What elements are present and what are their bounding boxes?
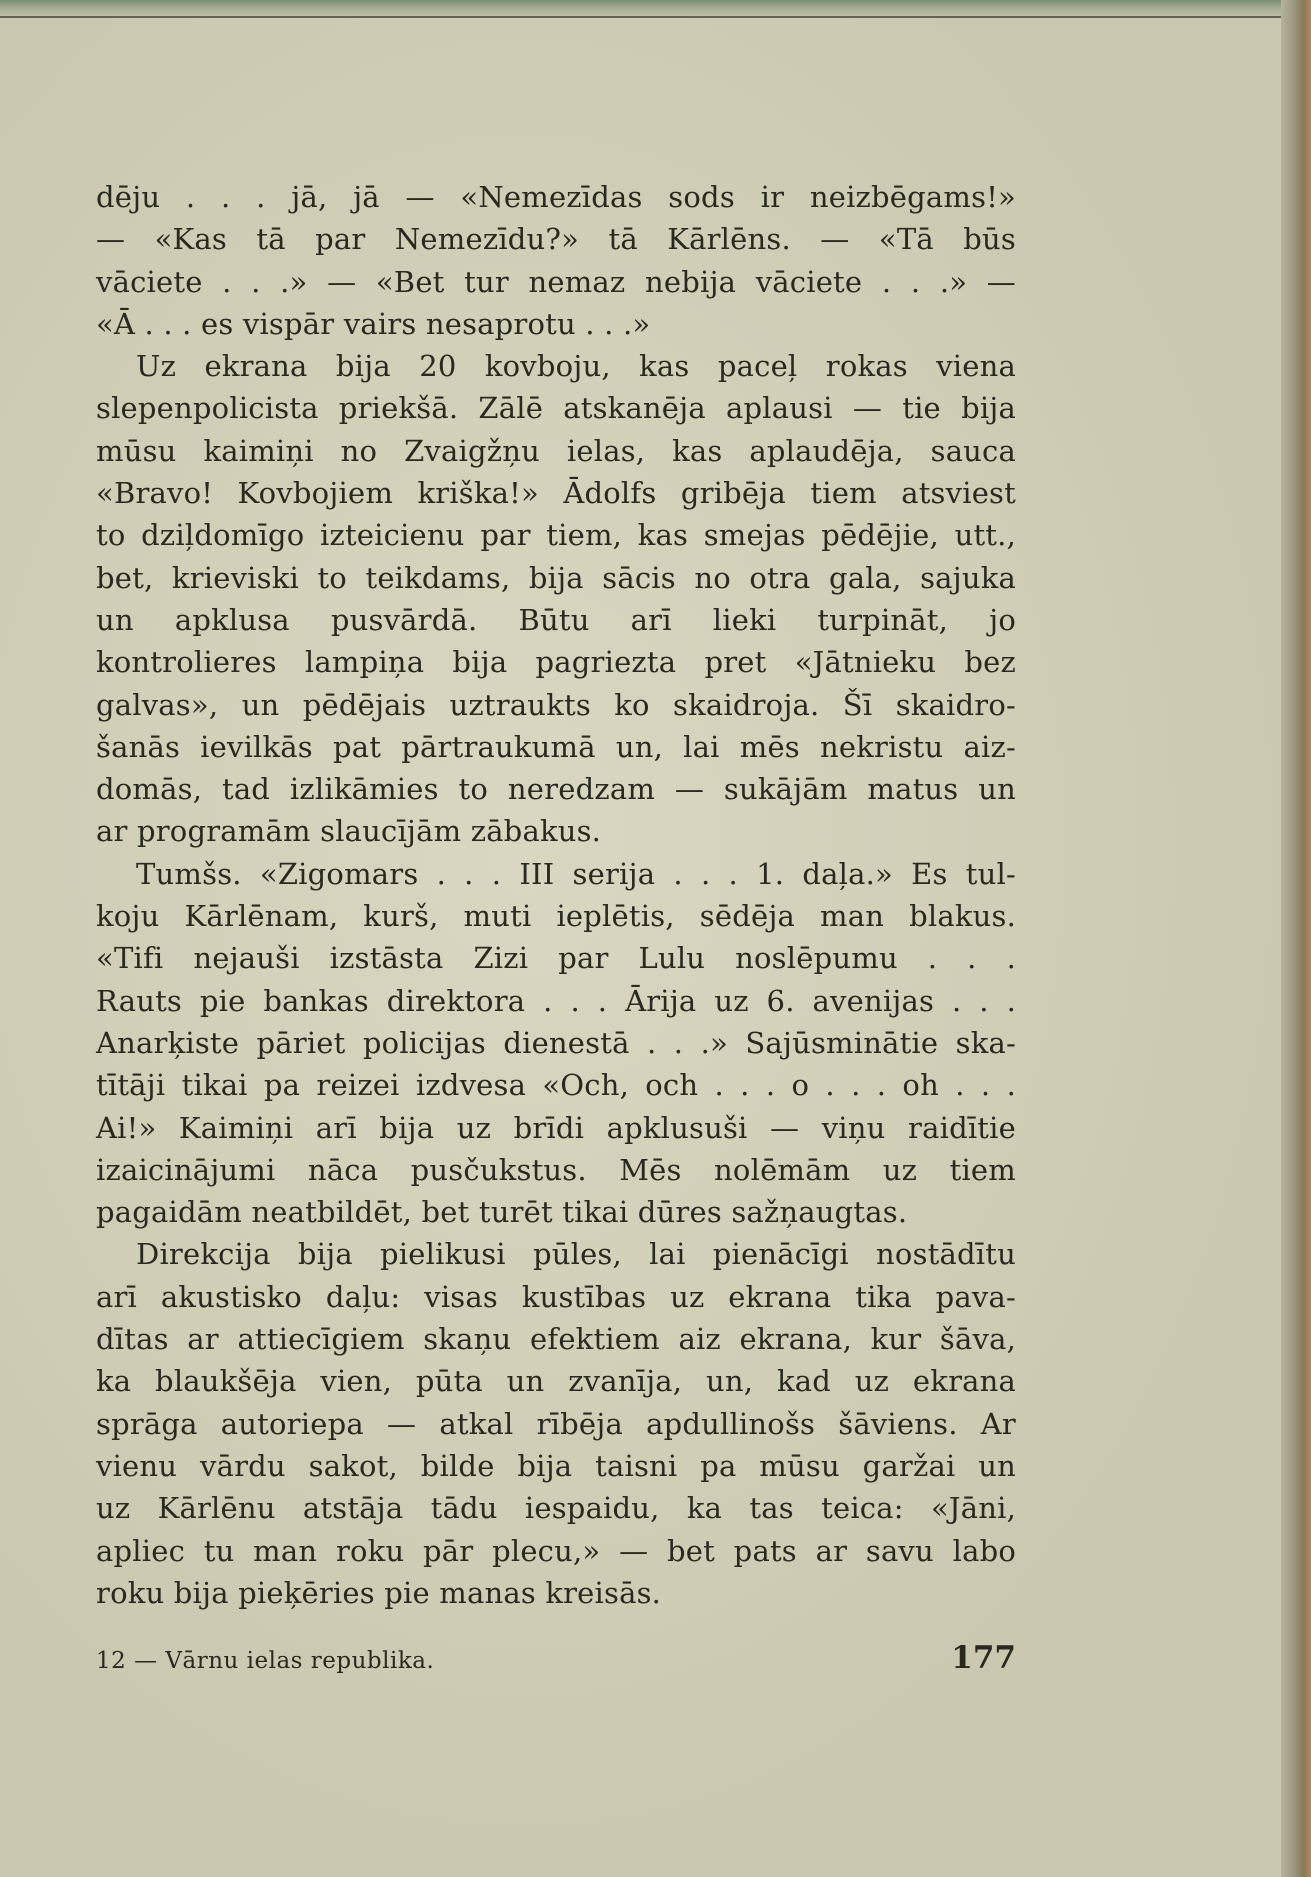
- text-line: Direkcija bija pielikusi pūles, lai pienācīgi nostādītu: [136, 1237, 1016, 1272]
- text-line: un apklusa pusvārdā. Būtu arī lieki turpināt, jo: [96, 602, 1016, 637]
- printer-signature: 12 — Vārnu ielas republika.: [96, 1648, 435, 1674]
- text-line: Rauts pie bankas direktora . . . Ārija uz 6. avenijas . . .: [96, 983, 1016, 1018]
- text-line: «Bravo! Kovbojiem kriška!» Ādolfs gribēja tiem atsviest: [96, 476, 1016, 511]
- text-line: dītas ar attiecīgiem skaņu efektiem aiz ekrana, kur šāva,: [96, 1322, 1016, 1357]
- text-line: domās, tad izlikāmies to neredzam — sukājām matus un: [96, 772, 1016, 807]
- text-line: dēju . . . jā, jā — «Nemezīdas sods ir neizbēgams!»: [96, 180, 1016, 214]
- paragraph: [96, 853, 1016, 1234]
- page-footer: [96, 1640, 1016, 1680]
- text-line: Uz ekrana bija 20 kovboju, kas paceļ rokas viena: [136, 349, 1016, 384]
- text-line: bet, krieviski to teikdams, bija sācis no otra gala, sajuka: [96, 560, 1016, 595]
- text-line: Tumšs. «Zigomars . . . III serija . . . 1. daļa.» Es tul-: [136, 856, 1016, 891]
- text-line: slepenpolicista priekšā. Zālē atskanēja aplausi — tie bija: [96, 391, 1016, 426]
- paragraph: [96, 345, 1016, 853]
- book-spine-edge: [1281, 0, 1311, 1877]
- page-top-rule: [0, 16, 1300, 18]
- text-line: pagaidām neatbildēt, bet turēt tikai dūres sažņaugtas.: [96, 1195, 908, 1230]
- text-line: vienu vārdu sakot, bilde bija taisni pa mūsu garžai un: [96, 1448, 1016, 1483]
- text-line: apliec tu man roku pār plecu,» — bet pats ar savu labo: [96, 1533, 1016, 1568]
- paragraph: [96, 1233, 1016, 1614]
- text-line: izaicinājumi nāca pusčukstus. Mēs nolēmām uz tiem: [96, 1152, 1016, 1187]
- text-line: kontrolieres lampiņa bija pagriezta pret «Jātnieku bez: [96, 645, 1016, 680]
- text-line: tītāji tikai pa reizei izdvesa «Och, och . . . o . . . oh . . .: [96, 1068, 1016, 1103]
- page-number: 177: [951, 1640, 1016, 1676]
- text-line: uz Kārlēnu atstāja tādu iespaidu, ka tas teica: «Jāni,: [96, 1491, 1016, 1526]
- text-line: to dziļdomīgo izteicienu par tiem, kas smejas pēdējie, utt.,: [96, 518, 1016, 553]
- text-line: ar programām slaucījām zābakus.: [96, 814, 602, 849]
- text-line: «Ā . . . es vispār vairs nesaprotu . . .»: [96, 306, 651, 341]
- text-line: galvas», un pēdējais uztraukts ko skaidroja. Šī skaidro-: [96, 687, 1016, 722]
- text-line: — «Kas tā par Nemezīdu?» tā Kārlēns. — «Tā būs: [96, 222, 1016, 257]
- text-line: «Tifi nejauši izstāsta Zizi par Lulu noslēpumu . . .: [96, 941, 1016, 976]
- text-line: arī akustisko daļu: visas kustības uz ekrana tika pava-: [96, 1279, 1016, 1314]
- text-line: Ai!» Kaimiņi arī bija uz brīdi apklusuši — viņu raidītie: [96, 1110, 1016, 1145]
- text-line: koju Kārlēnam, kurš, muti ieplētis, sēdēja man blakus.: [96, 899, 1016, 934]
- text-line: vāciete . . .» — «Bet tur nemaz nebija vāciete . . .» —: [96, 264, 1016, 299]
- body-text: [96, 176, 1016, 1614]
- text-line: šanās ievilkās pat pārtraukumā un, lai mēs nekristu aiz-: [96, 729, 1016, 764]
- text-line: Anarķiste pāriet policijas dienestā . . .» Sajūsminātie ska-: [96, 1025, 1016, 1060]
- text-line: ka blaukšēja vien, pūta un zvanīja, un, kad uz ekrana: [96, 1364, 1016, 1399]
- text-line: sprāga autoriepa — atkal rībēja apdullinošs šāviens. Ar: [96, 1406, 1016, 1441]
- text-line: mūsu kaimiņi no Zvaigžņu ielas, kas aplaudēja, sauca: [96, 433, 1016, 468]
- paragraph: [96, 176, 1016, 345]
- text-line: roku bija pieķēries pie manas kreisās.: [96, 1575, 662, 1610]
